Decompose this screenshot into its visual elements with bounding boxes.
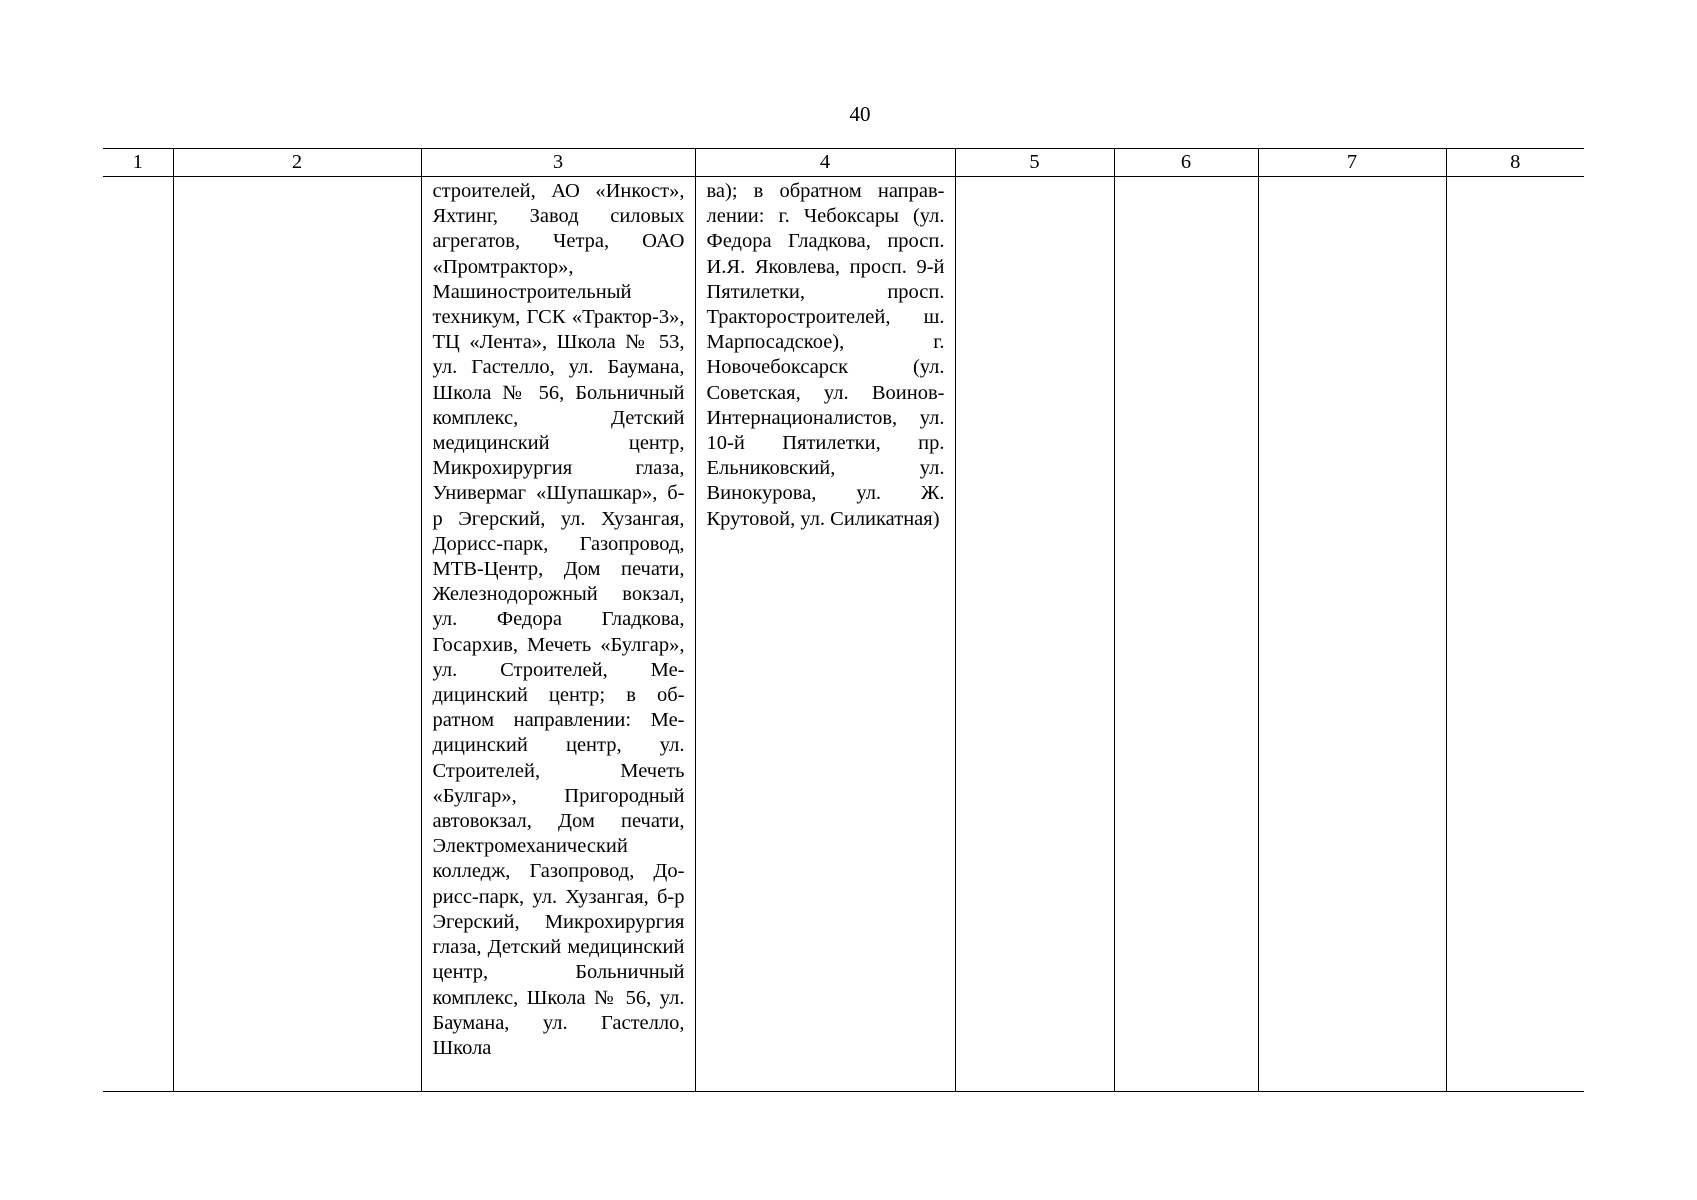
page-number: 40 [849, 102, 871, 126]
column-header-5: 5 [955, 149, 1114, 177]
cell-col1 [103, 177, 173, 1092]
cell-col7-text [1259, 177, 1446, 1091]
cell-streets [695, 177, 955, 1092]
column-header-6: 6 [1114, 149, 1258, 177]
cell-col6 [1114, 177, 1258, 1092]
cell-col7 [1258, 177, 1446, 1092]
cell-col5 [955, 177, 1114, 1092]
cell-col8-text [1447, 177, 1585, 1091]
cell-streets-text: ва); в обратном направлении: г. Чебоксары (ул. Федора Гладкова, просп. И.Я. Яковлева, просп. 9-й Пятилетки, просп. Тракторостроителей, ш. Марпосадское), г. Новочебоксарск (ул. Советская, ул. Воинов-Интернационалистов, ул. 10-й Пятилетки, пр. Ельниковский, ул. Винокурова, ул. Ж. Крутовой, ул. Силикатная) [706, 180, 945, 530]
cell-stops-text: строителей, АО «Инкост», Яхтинг, Завод силовых агрегатов, Четра, ОАО «Промтрактор», Машиностроительный техникум, ГСК «Трактор-3», ТЦ «Лента», Школа № 53, ул. Гастелло, ул. Баумана, Школа № 56, Больничный комплекс, Детский медицинский центр, Микрохирургия глаза, Универмаг «Шупашкар», б-р Эгерский, ул. Хузангая, Дорисс-парк, Газопровод, МТВ-Центр, Дом печати, Железнодорожный вокзал, ул. Федора Гладкова, Госархив, Мечеть «Булгар», ул. Строителей, Медицинский центр; в обратном направлении: Медицинский центр, ул. Строителей, Мечеть «Булгар», Пригородный автовокзал, Дом печати, Электромеханический колледж, Газопровод, Дорисс-парк, ул. Хузангая, б-р Эгерский, Микрохирургия глаза, Детский медицинский центр, Больничный комплекс, Школа № 56, ул. Баумана, ул. Гастелло, Школа [432, 180, 685, 1059]
table-row [103, 177, 1584, 1092]
column-header-3: 3 [421, 149, 695, 177]
column-header-1: 1 [103, 149, 173, 177]
cell-col5-text [956, 177, 1114, 1091]
cell-col8 [1446, 177, 1584, 1092]
cell-col2 [173, 177, 421, 1092]
column-header-7: 7 [1258, 149, 1446, 177]
cell-stops [421, 177, 695, 1092]
column-header-8: 8 [1446, 149, 1584, 177]
cell-col2-text [174, 177, 421, 1091]
table-header-row [103, 149, 1584, 177]
column-header-2: 2 [173, 149, 421, 177]
cell-col1-text [103, 177, 173, 1091]
cell-col6-text [1115, 177, 1258, 1091]
route-table [103, 148, 1584, 1092]
column-header-4: 4 [695, 149, 955, 177]
